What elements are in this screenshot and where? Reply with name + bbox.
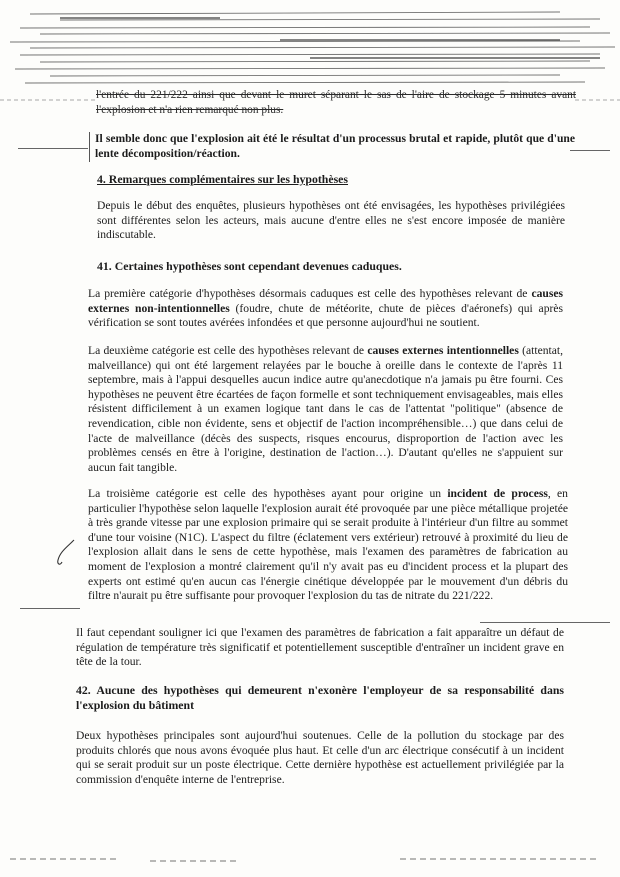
paragraph-text: (attentat, malveillance) qui ont été largement relayées par le bouche à oreille dans le contexte de l'après 11 septembre, mais à l'appui desquelles aucun indice autre qu'anecdotique n'a jamais pu être fourni. Ces hypothèses ne peuvent être écartées de façon formelle et sont techniquement envisageables, mais elles résistent difficilement à un examen logique tant dans le cas de l'attentat "politique" (absence de revendication, cible non évidente, sens et objectif de l'action incompréhensible…) que dans celui de l'acte de malveillance (décès des suspects, risques encourus, disproportion de l'action avec les problèmes censés en être à l'origine, destination de l'action…). D'autant qu'elles ne s'appuient sur aucun fait tangible. xyxy=(88,344,564,474)
paragraph: Depuis le début des enquêtes, plusieurs hypothèses ont été envisagées, les hypothèses privilégiées sont différentes selon les acteurs, mais aucune d'entre elles ne s'est encore imposée de manière indiscutable. xyxy=(97,199,565,242)
scan-dash xyxy=(20,608,80,609)
scan-noise-footer xyxy=(0,847,620,877)
section-heading: 4. Remarques complémentaires sur les hypothèses xyxy=(97,172,349,186)
subsection-heading: 42. Aucune des hypothèses qui demeurent n'exonère l'employeur de sa responsabilité dans l'explosion du bâtiment xyxy=(76,683,564,712)
paragraph xyxy=(88,344,563,475)
handwritten-margin-mark xyxy=(52,538,80,568)
conclusion-text: Il semble donc que l'explosion ait été le résultat d'un processus brutal et rapide, plutôt que d'une lente décomposition/réaction. xyxy=(95,132,575,160)
paragraph xyxy=(88,287,563,331)
paragraph xyxy=(88,487,568,604)
scan-dash xyxy=(570,150,610,151)
scan-dash xyxy=(480,622,610,623)
paragraph-text: (foudre, chute de météorite, chute de pièces d'aéronefs) qui après vérification se sont toutes avérées infondées et que personne aujourd'hui ne soutient. xyxy=(88,301,564,330)
scan-dash xyxy=(18,148,88,149)
paragraph-text: La troisième catégorie est celle des hypothèses ayant pour origine un xyxy=(88,487,448,500)
conclusion-statement xyxy=(95,132,575,161)
paragraph-text: La deuxième catégorie est celle des hypothèses relevant de xyxy=(88,344,368,357)
paragraph: Il faut cependant souligner ici que l'examen des paramètres de fabrication a fait apparaître un défaut de régulation de température très significatif et potentiellement susceptible d'entraîner un incident grave en tête de la tour. xyxy=(76,626,564,669)
paragraph-text: La première catégorie d'hypothèses désormais caduques est celle des hypothèses relevant de xyxy=(88,287,532,300)
paragraph-text: , en particulier l'hypothèse selon laquelle l'explosion aurait été provoquée par une pièce métallique projetée à très grande vitesse par une explosion primaire qui se serait produite à l'intérieur d'un filtre au sommet d'une tour voisine (N1C). L'aspect du filtre (éclatement vers extérieur) retrouvé à proximité du lieu de l'explosion allait dans le sens de cette hypothèse, mais l'examen des paramètres de fabrication au moment de l'explosion a montré clairement qu'il n'y avait pas eu d'incident process et la plupart des experts ont estimé qu'en aucun cas l'énergie cinétique développée par le mouvement d'un débris du filtre n'aurait pu être suffisante pour provoquer l'explosion du tas de nitrate du 221/222. xyxy=(88,487,568,603)
paragraph: Deux hypothèses principales sont aujourd'hui soutenues. Celle de la pollution du stockage par des produits chlorés que nous avons évoquée plus haut. Et celle d'un arc électrique consécutif à un incident qui se serait produit sur un poste électrique. Cette dernière hypothèse est actuellement privilégiée par la commission d'enquête interne de l'entreprise. xyxy=(76,729,564,786)
struck-text-line: l'entrée du 221/222 ainsi que devant le muret séparant le sas de l'aire de stockage 5 minutes avant l'explosion et n'a rien remarqué non plus. xyxy=(96,89,576,116)
emphasis-text: incident de process xyxy=(447,487,548,500)
emphasis-text: causes externes intentionnelles xyxy=(367,344,519,357)
margin-bar xyxy=(89,132,90,162)
emphasis-text: causes externes non-intentionnelles xyxy=(88,287,563,315)
subsection-heading: 41. Certaines hypothèses sont cependant devenues caduques. xyxy=(97,259,402,273)
